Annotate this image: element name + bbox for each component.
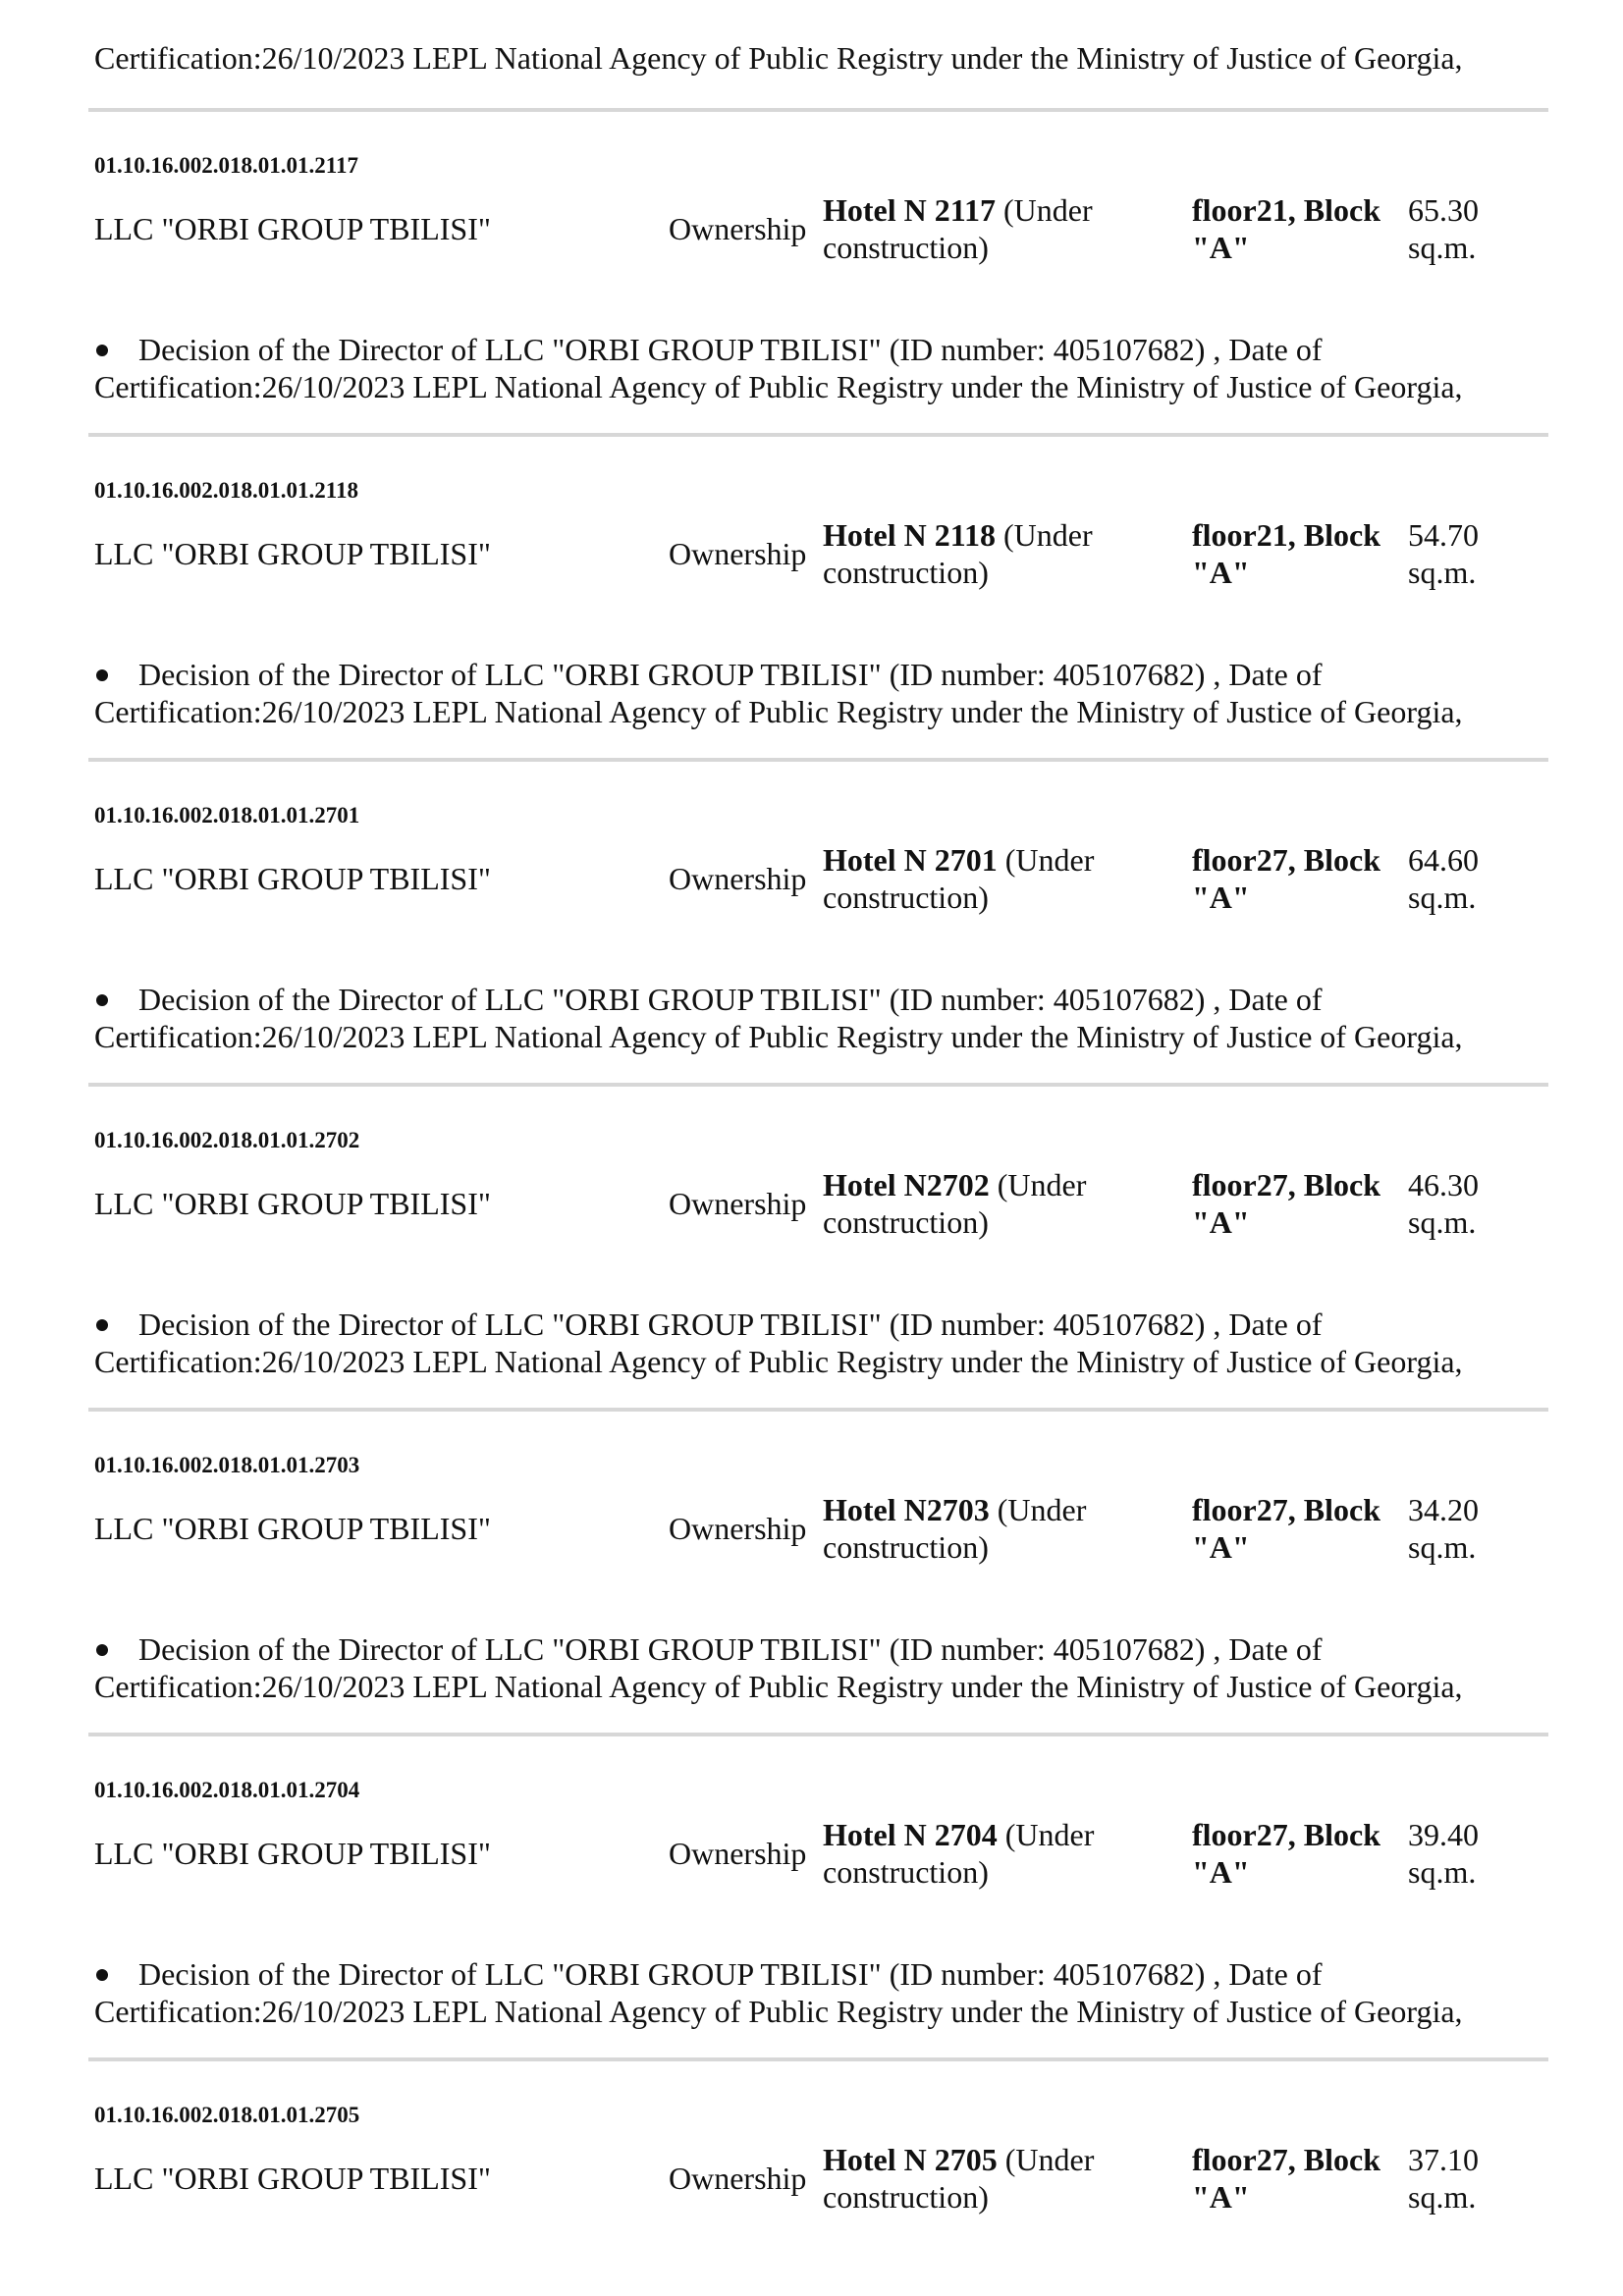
property-location: floor27, Block "A" [1192, 1817, 1380, 1890]
cadastral-code: 01.10.16.002.018.01.01.2701 [94, 803, 360, 828]
owner-name: LLC "ORBI GROUP TBILISI" [94, 211, 491, 246]
property-description [823, 1816, 1176, 1891]
basis-line: Certification:26/10/2023 LEPL National Agency of Public Registry under the Ministry of Justice of Georgia, [94, 369, 1463, 404]
basis-line: Certification:26/10/2023 LEPL National Agency of Public Registry under the Ministry of Justice of Georgia, [94, 1669, 1463, 1704]
property-description [823, 841, 1176, 916]
registry-record [0, 1086, 1623, 1411]
basis-text: Decision of the Director of LLC "ORBI GROUP TBILISI" (ID number: 405107682) , Date of [138, 1307, 1323, 1342]
basis-line: Certification:26/10/2023 LEPL National Agency of Public Registry under the Ministry of Justice of Georgia, [94, 1019, 1463, 1054]
basis-text: Decision of the Director of LLC "ORBI GROUP TBILISI" (ID number: 405107682) , Date of [138, 332, 1323, 367]
property-description [823, 1166, 1176, 1241]
property-area: 37.10 sq.m. [1408, 2142, 1479, 2215]
owner-name: LLC "ORBI GROUP TBILISI" [94, 1186, 491, 1221]
property-status: (Under construction) [823, 1492, 1087, 1565]
registry-record [0, 436, 1623, 761]
right-type: Ownership [669, 861, 807, 896]
property-name: Hotel N 2704 [823, 1817, 998, 1852]
property-name: Hotel N2703 [823, 1492, 990, 1527]
property-description [823, 516, 1176, 591]
property-location: floor27, Block "A" [1192, 842, 1380, 915]
basis-line: Certification:26/10/2023 LEPL National Agency of Public Registry under the Ministry of Justice of Georgia, [94, 694, 1463, 729]
basis-line [94, 981, 1463, 1018]
owner-name: LLC "ORBI GROUP TBILISI" [94, 1836, 491, 1871]
right-type: Ownership [669, 1836, 807, 1871]
property-description [823, 191, 1176, 266]
basis-text: Decision of the Director of LLC "ORBI GROUP TBILISI" (ID number: 405107682) , Date of [138, 982, 1323, 1017]
registration-basis [94, 1955, 1463, 2030]
owner-name: LLC "ORBI GROUP TBILISI" [94, 536, 491, 571]
property-location: floor21, Block "A" [1192, 517, 1380, 590]
bullet-icon [96, 345, 108, 356]
right-type: Ownership [669, 211, 807, 246]
registry-record [0, 1411, 1623, 1735]
registry-record [0, 2060, 1623, 2276]
property-name: Hotel N 2118 [823, 517, 996, 553]
property-description [823, 2141, 1176, 2216]
registration-basis [94, 656, 1463, 730]
cadastral-code: 01.10.16.002.018.01.01.2702 [94, 1128, 360, 1152]
property-description [823, 1491, 1176, 1566]
property-status: (Under construction) [823, 517, 1093, 590]
registration-basis [94, 981, 1463, 1055]
property-status: (Under construction) [823, 2142, 1095, 2215]
basis-line: Certification:26/10/2023 LEPL National Agency of Public Registry under the Ministry of Justice of Georgia, [94, 1344, 1463, 1379]
right-type: Ownership [669, 1186, 807, 1221]
property-name: Hotel N 2705 [823, 2142, 998, 2177]
property-location: floor27, Block "A" [1192, 1167, 1380, 1240]
basis-text: Decision of the Director of LLC "ORBI GROUP TBILISI" (ID number: 405107682) , Date of [138, 1956, 1323, 1992]
registration-basis [94, 1630, 1463, 1705]
bullet-icon [96, 1969, 108, 1981]
certification-line: Certification:26/10/2023 LEPL National Agency of Public Registry under the Ministry of Justice of Georgia, [94, 40, 1463, 76]
basis-line [94, 656, 1463, 693]
owner-name: LLC "ORBI GROUP TBILISI" [94, 861, 491, 896]
owner-name: LLC "ORBI GROUP TBILISI" [94, 2161, 491, 2196]
property-name: Hotel N 2701 [823, 842, 998, 878]
property-area: 39.40 sq.m. [1408, 1817, 1479, 1890]
property-location: floor21, Block "A" [1192, 192, 1380, 265]
cadastral-code: 01.10.16.002.018.01.01.2704 [94, 1778, 360, 1802]
bullet-icon [96, 1644, 108, 1656]
basis-text: Decision of the Director of LLC "ORBI GROUP TBILISI" (ID number: 405107682) , Date of [138, 1631, 1323, 1667]
right-type: Ownership [669, 2161, 807, 2196]
basis-line [94, 331, 1463, 368]
property-area: 34.20 sq.m. [1408, 1492, 1479, 1565]
property-name: Hotel N 2117 [823, 192, 996, 228]
cadastral-code: 01.10.16.002.018.01.01.2703 [94, 1453, 360, 1477]
property-location: floor27, Block "A" [1192, 1492, 1380, 1565]
basis-line [94, 1306, 1463, 1343]
bullet-icon [96, 1319, 108, 1331]
property-area: 54.70 sq.m. [1408, 517, 1479, 590]
registration-basis [94, 1306, 1463, 1380]
right-type: Ownership [669, 1511, 807, 1546]
basis-text: Decision of the Director of LLC "ORBI GROUP TBILISI" (ID number: 405107682) , Date of [138, 657, 1323, 692]
property-area: 65.30 sq.m. [1408, 192, 1479, 265]
property-status: (Under construction) [823, 1817, 1095, 1890]
basis-line: Certification:26/10/2023 LEPL National Agency of Public Registry under the Ministry of Justice of Georgia, [94, 1994, 1463, 2029]
property-name: Hotel N2702 [823, 1167, 990, 1202]
basis-line [94, 1955, 1463, 1993]
basis-line [94, 1630, 1463, 1668]
cadastral-code: 01.10.16.002.018.01.01.2118 [94, 478, 358, 503]
registration-basis [94, 331, 1463, 405]
property-status: (Under construction) [823, 192, 1093, 265]
property-location: floor27, Block "A" [1192, 2142, 1380, 2215]
right-type: Ownership [669, 536, 807, 571]
property-status: (Under construction) [823, 842, 1095, 915]
cadastral-code: 01.10.16.002.018.01.01.2705 [94, 2103, 360, 2127]
bullet-icon [96, 669, 108, 681]
registry-record [0, 111, 1623, 436]
registry-record [0, 1735, 1623, 2060]
cadastral-code: 01.10.16.002.018.01.01.2117 [94, 153, 358, 178]
property-area: 64.60 sq.m. [1408, 842, 1479, 915]
property-area: 46.30 sq.m. [1408, 1167, 1479, 1240]
registry-record [0, 761, 1623, 1086]
bullet-icon [96, 994, 108, 1006]
property-status: (Under construction) [823, 1167, 1087, 1240]
owner-name: LLC "ORBI GROUP TBILISI" [94, 1511, 491, 1546]
